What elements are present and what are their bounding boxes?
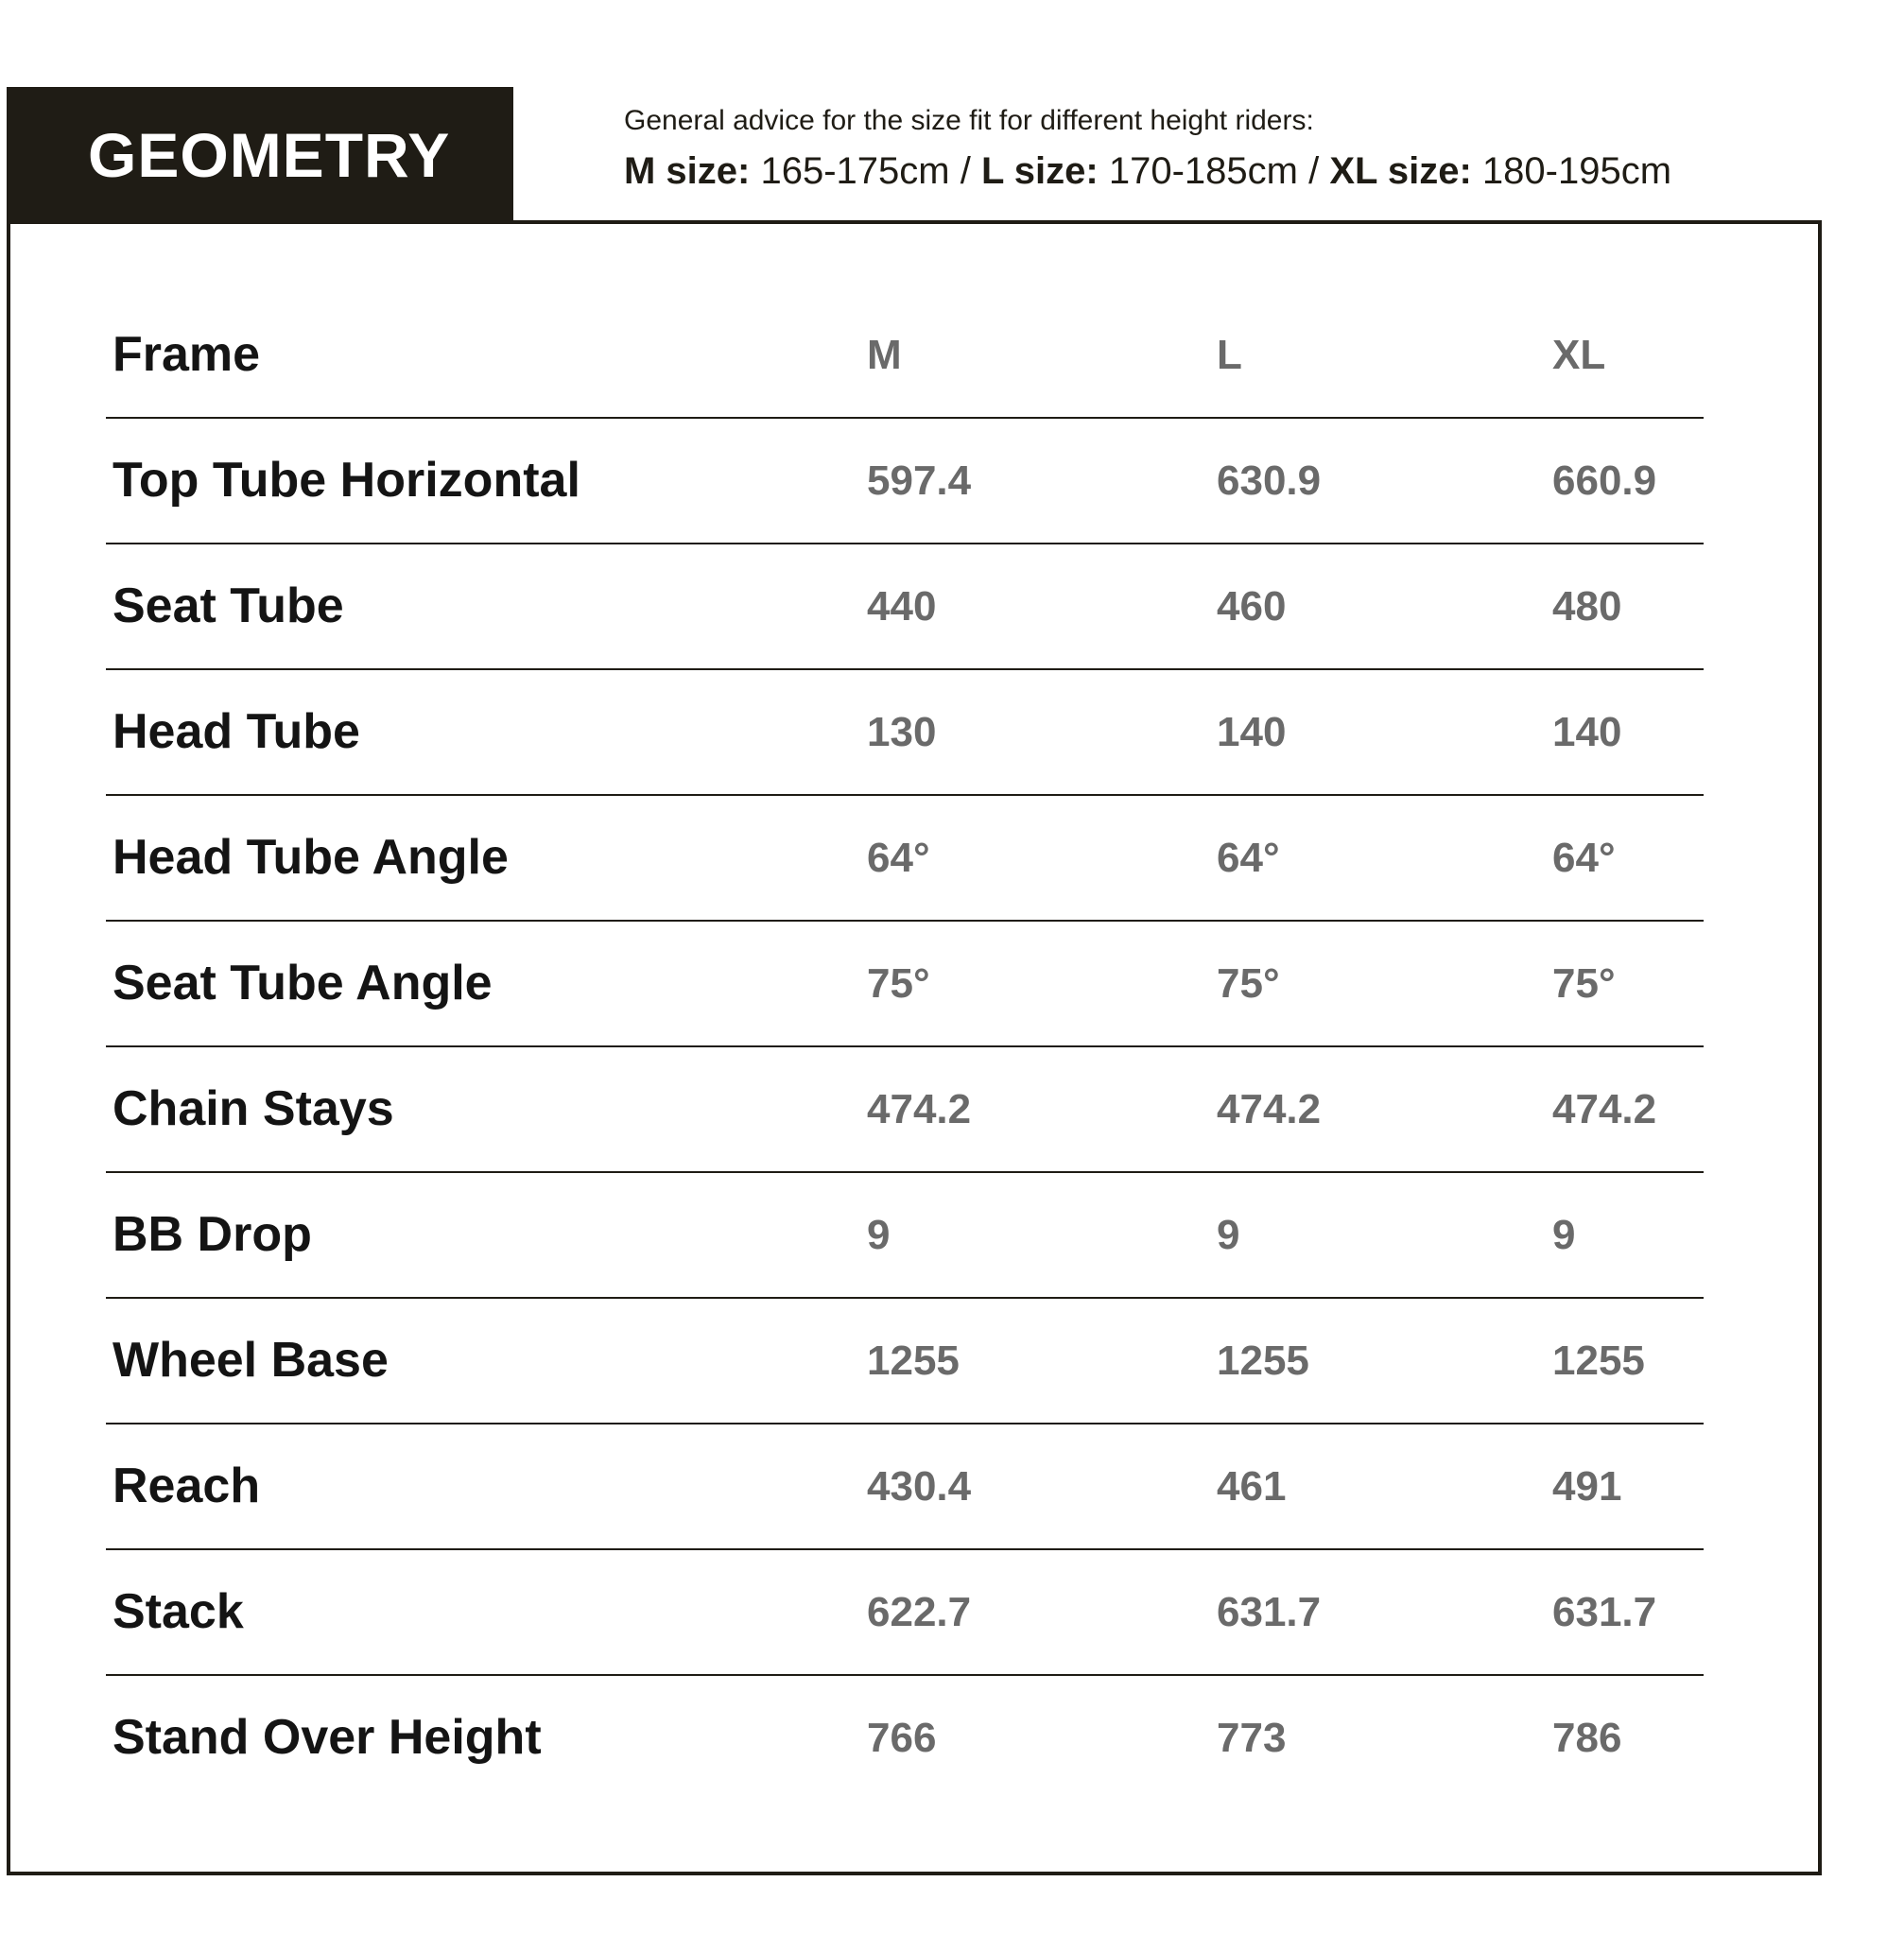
row-label: BB Drop xyxy=(113,1207,312,1262)
table-row xyxy=(106,1047,1704,1173)
size-advice-text: General advice for the size fit for different height riders: xyxy=(624,105,1314,136)
row-label: Chain Stays xyxy=(113,1081,394,1136)
value-l: 474.2 xyxy=(1217,1086,1322,1132)
value-l: 630.9 xyxy=(1217,458,1322,504)
value-xl: 786 xyxy=(1552,1715,1622,1761)
page-title: GEOMETRY xyxy=(88,120,451,190)
size-l-range: 170-185cm xyxy=(1108,150,1298,192)
value-xl: 64° xyxy=(1552,835,1616,881)
value-l: 140 xyxy=(1217,709,1287,755)
value-l: 460 xyxy=(1217,583,1287,630)
table-row xyxy=(106,419,1704,544)
table-row xyxy=(106,796,1704,922)
value-m: 130 xyxy=(867,709,937,755)
row-label: Reach xyxy=(113,1459,261,1513)
value-xl: 1255 xyxy=(1552,1338,1645,1384)
value-m: 440 xyxy=(867,583,937,630)
value-l: 773 xyxy=(1217,1715,1287,1761)
table-row xyxy=(106,1550,1704,1676)
value-xl: 491 xyxy=(1552,1463,1622,1510)
row-label: Seat Tube xyxy=(113,578,344,633)
value-l: 461 xyxy=(1217,1463,1287,1510)
value-l: 75° xyxy=(1217,960,1280,1007)
value-xl: 474.2 xyxy=(1552,1086,1657,1132)
size-xl-label: XL size: xyxy=(1329,150,1472,192)
value-m: 64° xyxy=(867,835,930,881)
table-row xyxy=(106,544,1704,670)
value-xl: 480 xyxy=(1552,583,1622,630)
value-l: 631.7 xyxy=(1217,1589,1322,1635)
column-header-frame: Frame xyxy=(113,327,261,382)
table-row xyxy=(106,1424,1704,1550)
row-label: Head Tube xyxy=(113,704,360,759)
value-m: 622.7 xyxy=(867,1589,972,1635)
value-m: 9 xyxy=(867,1212,891,1258)
value-xl: 9 xyxy=(1552,1212,1576,1258)
value-m: 766 xyxy=(867,1715,937,1761)
title-banner xyxy=(7,87,513,224)
geometry-table xyxy=(106,293,1704,1802)
value-m: 474.2 xyxy=(867,1086,972,1132)
size-m-range: 165-175cm xyxy=(760,150,950,192)
table-row xyxy=(106,1173,1704,1299)
size-l-label: L size: xyxy=(980,150,1099,192)
table-header-row xyxy=(106,293,1704,419)
table-row xyxy=(106,922,1704,1047)
size-advice xyxy=(624,102,1671,195)
size-m-label: M size: xyxy=(624,150,751,192)
value-xl: 660.9 xyxy=(1552,458,1657,504)
value-m: 75° xyxy=(867,960,930,1007)
value-m: 597.4 xyxy=(867,458,972,504)
table-row xyxy=(106,670,1704,796)
column-header-m: M xyxy=(867,332,902,378)
row-label: Stack xyxy=(113,1584,244,1639)
size-separator: / xyxy=(1308,150,1320,192)
column-header-xl: XL xyxy=(1552,332,1606,378)
table-row xyxy=(106,1676,1704,1802)
row-label: Wheel Base xyxy=(113,1333,389,1388)
size-separator: / xyxy=(960,150,971,192)
column-header-l: L xyxy=(1217,332,1242,378)
value-xl: 140 xyxy=(1552,709,1622,755)
row-label: Top Tube Horizontal xyxy=(113,453,580,508)
value-l: 64° xyxy=(1217,835,1280,881)
table-row xyxy=(106,1299,1704,1424)
size-ranges xyxy=(624,147,1671,195)
row-label: Stand Over Height xyxy=(113,1710,542,1765)
row-label: Head Tube Angle xyxy=(113,830,509,885)
value-m: 430.4 xyxy=(867,1463,972,1510)
row-label: Seat Tube Angle xyxy=(113,956,493,1010)
value-m: 1255 xyxy=(867,1338,960,1384)
value-l: 1255 xyxy=(1217,1338,1309,1384)
size-xl-range: 180-195cm xyxy=(1481,150,1672,192)
value-xl: 631.7 xyxy=(1552,1589,1657,1635)
value-xl: 75° xyxy=(1552,960,1616,1007)
value-l: 9 xyxy=(1217,1212,1240,1258)
